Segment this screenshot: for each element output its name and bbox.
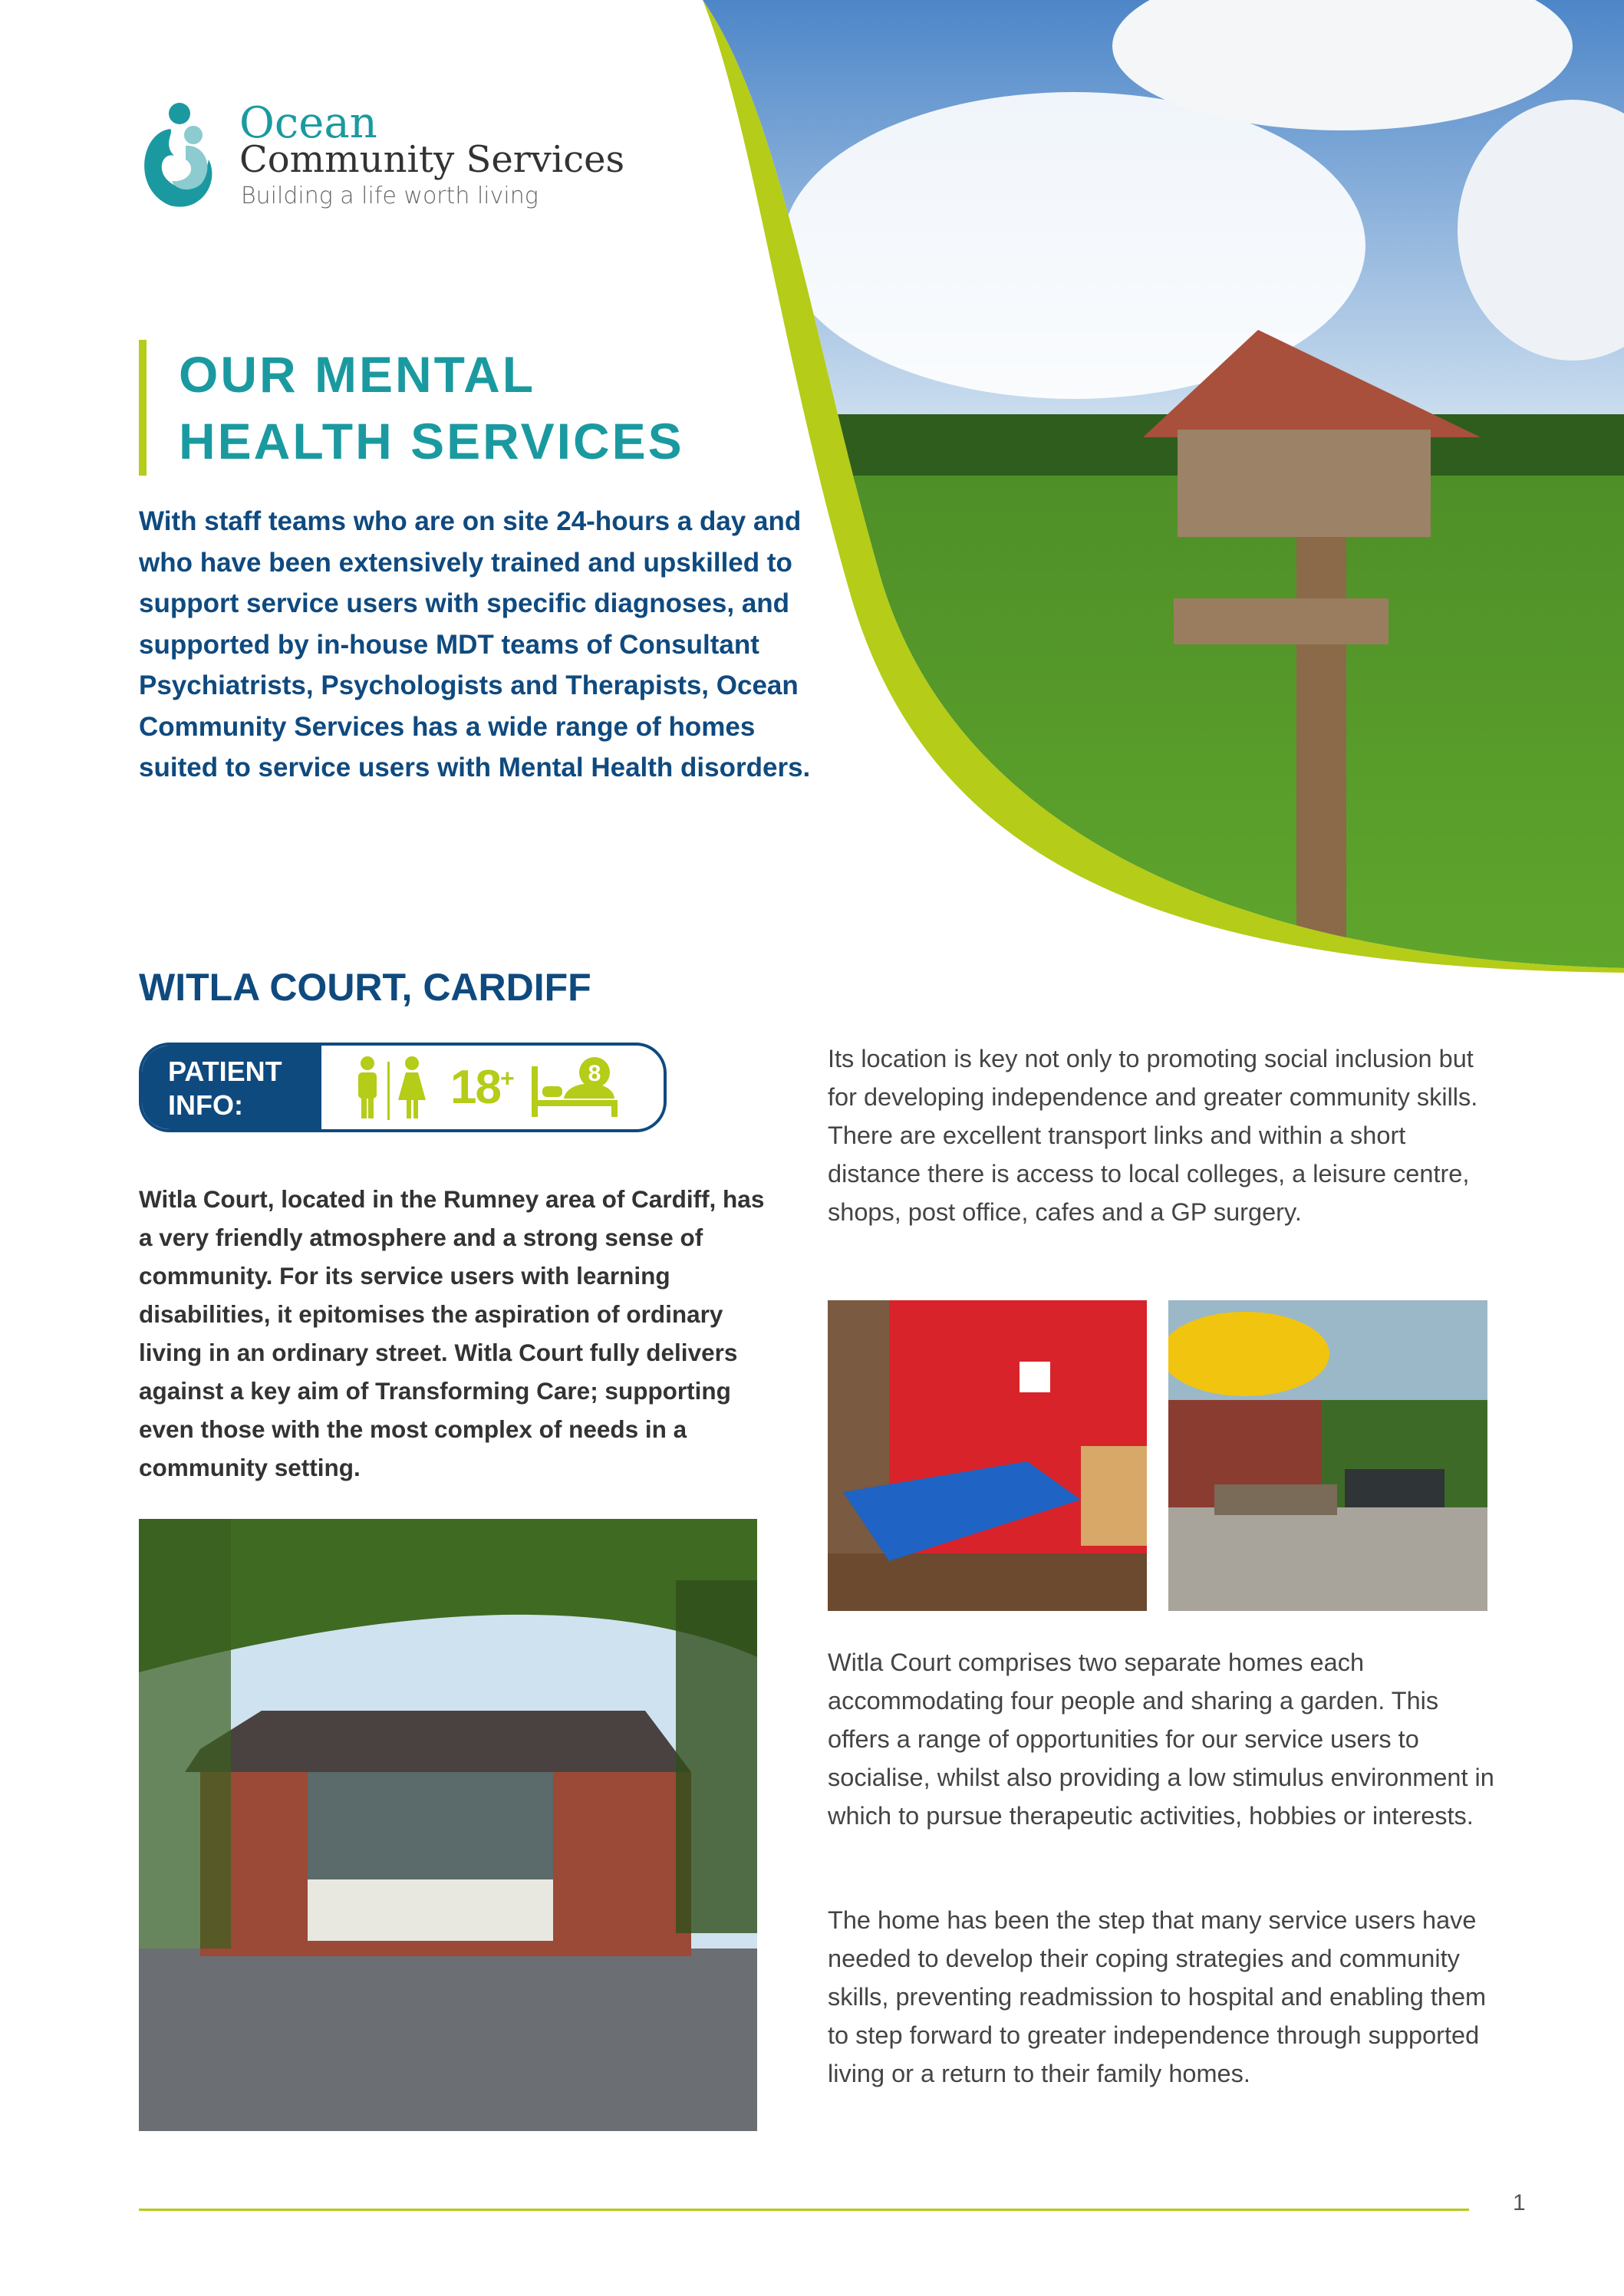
right-paragraph-1: Its location is key not only to promoting social inclusion but for developing independence and greater community skills. There are excellent transport links and within a short distance there is access to local colleges, a leisure centre, shops, post office, cafes and a GP surgery. — [828, 1045, 1478, 1226]
left-paragraph: Witla Court, located in the Rumney area of Cardiff, has a very friendly atmosphere and a strong sense of community. For its service users with learning disabilities, it epitomises the aspiration of ordinary living in an ordinary street. Witla Court fully delivers against a key aim of Transforming Care; supporting even those with the most complex of needs in a community setting. — [139, 1185, 765, 1481]
label-line-1: PATIENT — [168, 1056, 282, 1087]
footer-rule — [139, 2209, 1469, 2211]
ocean-logo — [132, 98, 669, 221]
intro-paragraph: With staff teams who are on site 24-hours a day and who have been extensively trained and upskilled to support service users with specific diagnoses, and supported by in-house MDT teams of Consultant Psychiatrists, Psychologists and Therapists, Ocean Community Services has a wide range of homes suited to service users with Mental Health disorders. — [139, 506, 811, 782]
label-line-2: INFO: — [168, 1089, 243, 1121]
logo-tagline: Building a life worth living — [241, 183, 539, 209]
age-suffix: + — [499, 1064, 513, 1092]
patio-garden-photo — [1168, 1300, 1487, 1611]
logo-mark-icon — [132, 98, 224, 213]
right-paragraph-3: The home has been the step that many service users have needed to develop their coping strategies and community skills, preventing readmission to hospital and enabling them to step forward to greater independence through supported living or a return to their family homes. — [828, 1906, 1487, 2087]
male-female-icon — [351, 1056, 435, 1120]
page-title — [179, 341, 684, 475]
page-number: 1 — [1513, 2190, 1526, 2215]
patient-info-label — [142, 1046, 321, 1129]
witla-court-house-photo — [139, 1519, 757, 2131]
patient-info-badge — [139, 1043, 667, 1132]
title-accent-bar — [139, 340, 147, 476]
right-paragraph-2: Witla Court comprises two separate homes each accommodating four people and sharing a garden. This offers a range of opportunities for our service users to socialise, whilst also providing a low stimulus environment in which to pursue therapeutic activities, hobbies or interests. — [828, 1649, 1494, 1830]
bed-count: 8 — [588, 1060, 601, 1086]
age-indicator — [450, 1060, 513, 1115]
bed-icon — [529, 1056, 621, 1120]
age-value: 18 — [450, 1061, 500, 1114]
logo-name-2: Community Services — [239, 138, 625, 181]
title-line-2: HEALTH SERVICES — [179, 413, 684, 469]
title-line-1: OUR MENTAL — [179, 346, 536, 403]
section-heading: WITLA COURT, CARDIFF — [139, 966, 591, 1009]
bedroom-photo — [828, 1300, 1147, 1611]
logo-name: Ocean — [239, 98, 377, 148]
